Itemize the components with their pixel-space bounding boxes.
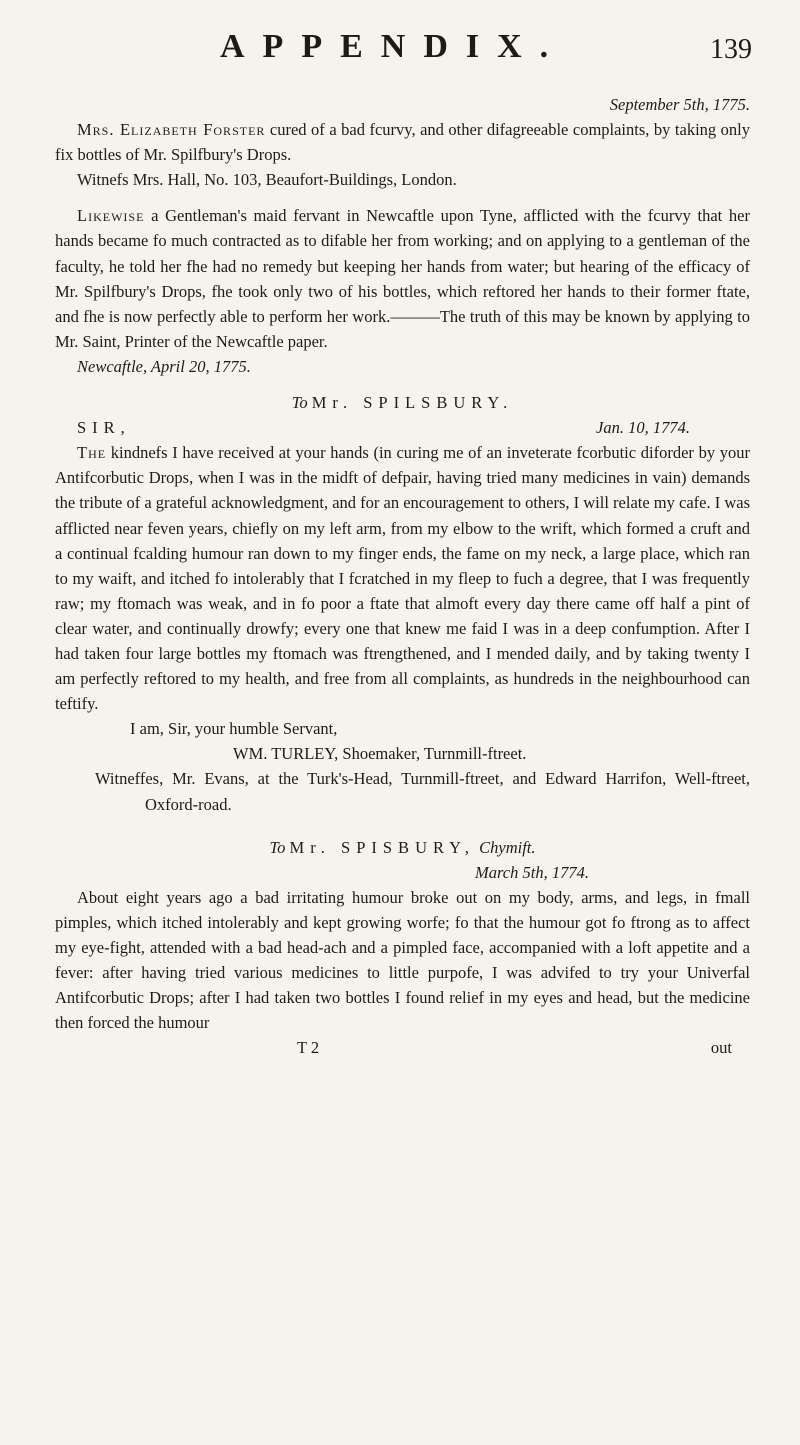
page-body: [55, 92, 750, 1060]
paragraph-lead: The: [77, 443, 107, 463]
address-prefix: To: [269, 837, 286, 857]
letter-date: Jan. 10, 1774.: [596, 418, 690, 438]
letter-closing: I am, Sir, your humble Servant,: [130, 719, 338, 739]
letter-address: [55, 835, 750, 860]
letter-witnesses: Witneffes, Mr. Evans, at the Turk's-Head, Turnmill-ftreet, and Edward Harrifon, Well-ftreet, Oxford-road.: [95, 769, 750, 814]
running-title: APPENDIX.: [220, 28, 567, 65]
page-footer: [55, 1035, 750, 1060]
letter-turley: [55, 390, 750, 817]
paragraph-lead: Likewise: [77, 206, 145, 226]
letter-address: [55, 390, 750, 415]
testimonial-forster: [55, 92, 750, 192]
testimonial-text: a Gentleman's maid fervant in Newcaftle upon Tyne, afflicted with the fcurvy that her hands became fo much contracted as to difable her from working; and on applying to a gentleman of the faculty, he told her fhe had no remedy but keeping her hands from water; but hearing of the efficacy of Mr. Spilfbury's Drops, fhe took only two of his bottles, which reftored her hands to their former ftate, and fhe is now perfectly able to perform her work.———The truth of this may be known by applying to Mr. Saint, Printer of the Newcaftle paper.: [55, 206, 750, 351]
signature-mark: T 2: [297, 1038, 320, 1058]
page-header: [0, 20, 800, 70]
letter-signature: WM. TURLEY, Shoemaker, Turnmill-ftreet.: [233, 744, 527, 764]
address-title: Chymift.: [479, 837, 536, 857]
testimonial-name: Mrs. Elizabeth Forster: [77, 120, 266, 140]
letter-body: About eight years ago a bad irritating humour broke out on my body, arms, and legs, in fmall pimples, which itched intolerably and kept growing worfe; fo that the humour got fo ftrong as to affect my eye-fight, attended with a bad head-ach and a pimpled face, accompanied with a loft appetite and a fever: after having tried various medicines to little purpofe, I was advifed to try your Univerfal Antifcorbutic Drops; after I had taken two bottles I found relief in my eyes and head, but the medicine then forced the humour: [55, 887, 750, 1033]
letter-chymist: [55, 835, 750, 1036]
dateline: Newcaftle, April 20, 1775.: [77, 356, 251, 376]
letter-date: March 5th, 1774.: [475, 862, 589, 882]
address-name: Mr. SPILSBURY.: [311, 393, 514, 413]
page-number: 139: [710, 34, 752, 65]
testimonial-date: September 5th, 1775.: [609, 95, 750, 114]
testimonial-newcastle: [55, 203, 750, 379]
witness-line: Witnefs Mrs. Hall, No. 103, Beaufort-Buildings, London.: [77, 170, 457, 190]
salutation: SIR,: [77, 418, 131, 438]
testimonial-paragraph: [55, 117, 750, 167]
letter-body: [55, 440, 750, 716]
testimonial-text: cured of a bad fcurvy, and other difagreeable complaints, by taking only fix bottles of Mr. Spilfbury's Drops.: [55, 120, 750, 165]
address-prefix: To: [291, 393, 308, 413]
salutation-row: [55, 415, 750, 440]
letter-text: kindnefs I have received at your hands (in curing me of an inveterate fcorbutic diforder by your Antifcorbutic Drops, when I was in the midft of defpair, having tried many medicines in vain) demands the tribute of a grateful acknowledgment, and for an encouragement to others, I will relate my cafe. I was afflicted near feven years, chiefly on my left arm, from my elbow to the wrift, which formed a cruft and a continual fcalding humour ran down to my finger ends, the fame on my neck, a large place, which ran to my waift, and itched fo intolerably that I fcratched in my fleep to fuch a degree, that I was frequently raw; my ftomach was weak, and in fo poor a ftate that almoft every day there came off half a pint of clear water, and continually drowfy; every one that knew me faid I was in a deep confumption. After I had taken four large bottles my ftomach was ftrengthened, and I mended daily, and by taking twenty I am perfectly reftored to my health, and free from all complaints, as hundreds in the neighbourhood can teftify.: [55, 443, 751, 714]
testimonial-paragraph: [55, 203, 750, 354]
catchword: out: [710, 1038, 732, 1058]
address-name: Mr. SPISBURY,: [289, 837, 475, 857]
